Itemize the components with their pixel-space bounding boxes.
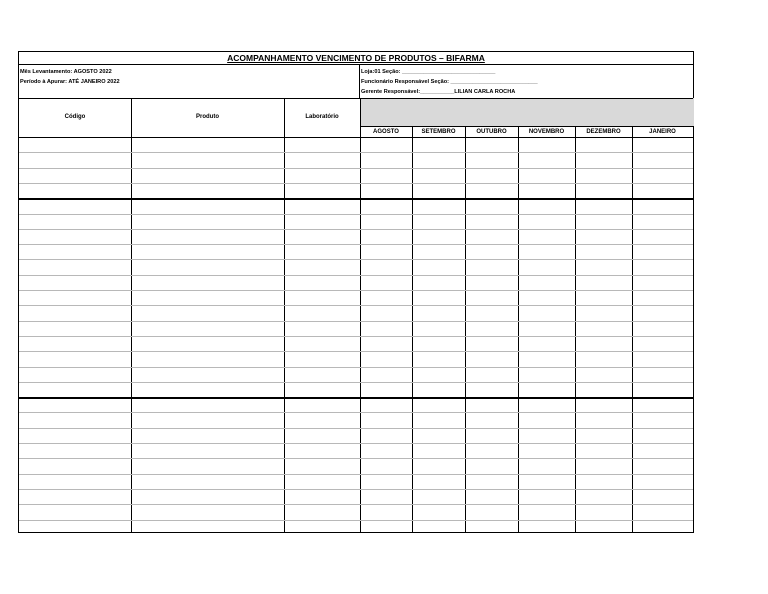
table-row-line <box>19 305 693 306</box>
gerente-responsavel: Gerente Responsável:___________LILIAN CARLA ROCHA <box>361 89 516 95</box>
month-header: OUTUBRO <box>476 129 507 135</box>
month-header: DEZEMBRO <box>586 129 621 135</box>
table-row-line <box>19 244 693 245</box>
month-header: SETEMBRO <box>421 129 456 135</box>
table-row-line <box>19 504 693 505</box>
month-header: JANEIRO <box>649 129 676 135</box>
month-divider <box>412 126 413 532</box>
header-produto: Produto <box>196 114 219 120</box>
month-divider <box>518 126 519 532</box>
month-divider <box>575 126 576 532</box>
table-row-line <box>19 382 693 383</box>
table-row-line <box>19 336 693 337</box>
header-codigo: Código <box>64 114 86 120</box>
table-row-line <box>19 474 693 475</box>
table-row-line <box>19 412 693 413</box>
table-row-line <box>19 443 693 444</box>
table-row-line <box>19 428 693 429</box>
column-divider <box>284 98 285 532</box>
sheet-title: ACOMPANHAMENTO VENCIMENTO DE PRODUTOS – BIFARMA <box>227 53 485 63</box>
table-row-line <box>19 275 693 276</box>
header-top-line <box>19 98 693 99</box>
table-row-line <box>19 397 693 399</box>
month-header: AGOSTO <box>373 129 399 135</box>
month-header: NOVEMBRO <box>528 129 565 135</box>
header-laboratorio: Laboratório <box>305 114 339 120</box>
table-row-line <box>19 183 693 184</box>
column-divider <box>360 98 361 532</box>
table-row-line <box>19 168 693 169</box>
table-row-line <box>19 198 693 200</box>
table-row-line <box>19 520 693 521</box>
column-divider <box>131 98 132 532</box>
table-top-line <box>19 137 693 138</box>
table-row-line <box>19 214 693 215</box>
month-divider <box>632 126 633 532</box>
table-row-line <box>19 458 693 459</box>
loja-secao: Loja:01 Seção: ______________________________ <box>361 69 496 75</box>
spreadsheet-sheet <box>18 51 694 533</box>
table-row-line <box>19 489 693 490</box>
table-row-line <box>19 290 693 291</box>
funcionario-responsavel: Funcionário Responsável Seção: ____________________________ <box>361 79 538 85</box>
table-row-line <box>19 229 693 230</box>
table-row-line <box>19 321 693 322</box>
periodo-apurar: Período à Apurar: ATÉ JANEIRO 2022 <box>20 79 120 85</box>
table-row-line <box>19 259 693 260</box>
data-grid <box>19 52 695 534</box>
table-row-line <box>19 152 693 153</box>
month-divider <box>465 126 466 532</box>
table-row-line <box>19 351 693 352</box>
table-row-line <box>19 367 693 368</box>
mes-levantamento: Mês Levantamento: AGOSTO 2022 <box>20 69 112 75</box>
